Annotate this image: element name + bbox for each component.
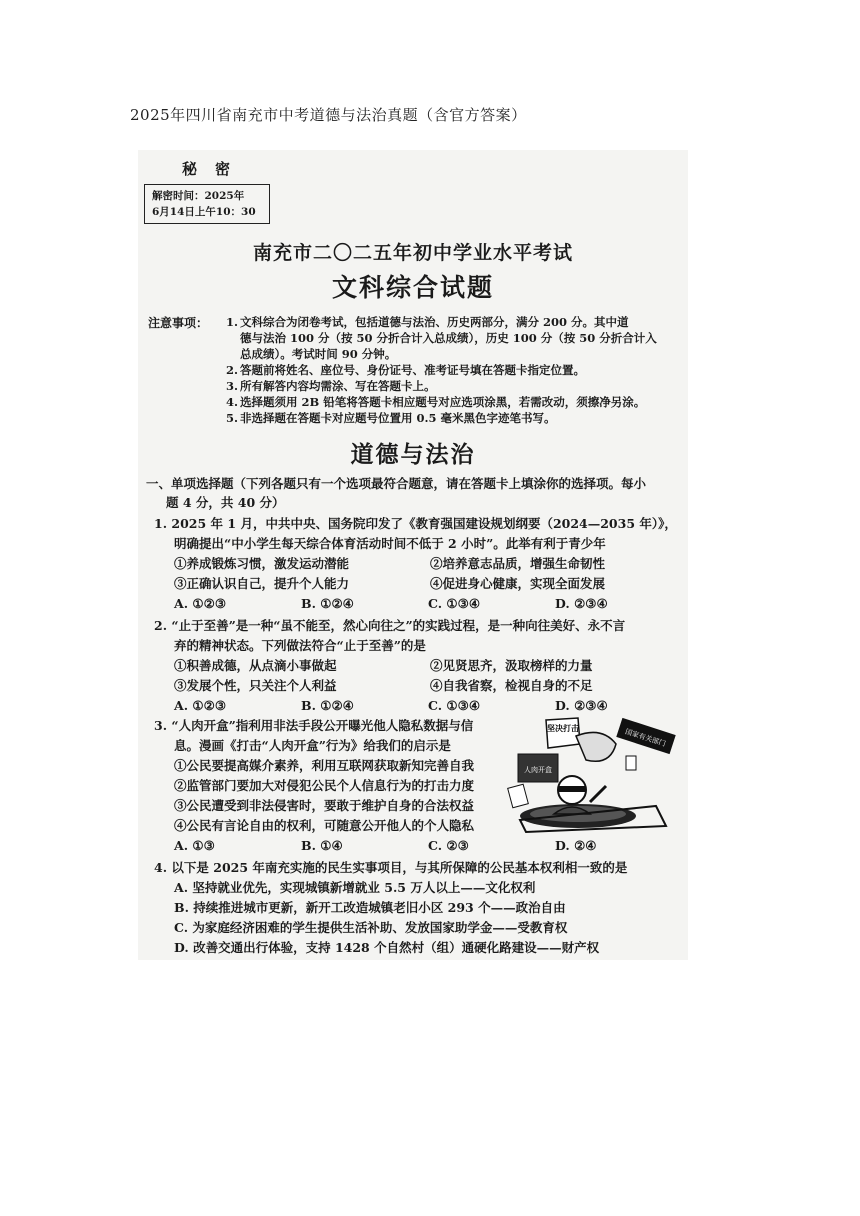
question-stem: 4. 以下是 2025 年南充实施的民生实事项目，与其所保障的公民基本权利相一致的是 — [154, 860, 628, 875]
choice-a: A. ①③ — [174, 838, 215, 853]
note-text: 所有解答内容均需涂、写在答题卡上。 — [240, 379, 436, 393]
note-item — [226, 410, 676, 426]
statement: ③发展个性，只关注个人利益 — [174, 678, 337, 693]
note-number: 4. — [226, 395, 239, 409]
unseal-time-line1: 解密时间：2025年 — [152, 190, 245, 202]
statement: ④自我省察，检视自身的不足 — [430, 678, 593, 693]
cartoon-illustration — [506, 716, 676, 834]
document-title: 2025年四川省南充市中考道德与法治真题（含官方答案） — [130, 106, 527, 124]
question-stem: 弃的精神状态。下列做法符合“止于至善”的是 — [174, 638, 426, 653]
choice-c: C. ②③ — [428, 838, 469, 853]
note-text: 总成绩）。考试时间 90 分钟。 — [240, 347, 397, 361]
statement: ③公民遭受到非法侵害时，要敢于维护自身的合法权益 — [174, 798, 475, 813]
note-text: 选择题须用 2B 铅笔将答题卡相应题号对应选项涂黑，若需改动，须擦净另涂。 — [240, 395, 646, 409]
question-2 — [154, 616, 682, 716]
secret-stamp: 秘密 — [182, 160, 249, 178]
choice-b: B. ①④ — [301, 838, 343, 853]
question-1 — [154, 514, 682, 614]
question-stem: 息。漫画《打击“人肉开盒”行为》给我们的启示是 — [174, 738, 451, 753]
subject-heading: 道德与法治 — [350, 441, 476, 468]
choice-c: C. 为家庭经济困难的学生提供生活补助、发放国家助学金——受教育权 — [174, 920, 568, 935]
choice-b: B. ①②④ — [301, 698, 354, 713]
paper-name: 文科综合试题 — [331, 273, 494, 302]
statement: ②培养意志品质，增强生命韧性 — [430, 556, 606, 571]
statement: ④公民有言论自由的权利，可随意公开他人的个人隐私 — [174, 818, 475, 833]
scanned-exam-page — [138, 150, 688, 960]
statement: ①公民要提高媒介素养，利用互联网获取新知完善自我 — [174, 758, 475, 773]
section-heading-line: 题 4 分，共 40 分） — [166, 495, 285, 510]
note-number: 3. — [226, 379, 239, 393]
exam-name: 南充市二〇二五年初中学业水平考试 — [252, 242, 573, 264]
choice-d: D. ②④ — [555, 838, 597, 853]
note-number: 2. — [226, 363, 239, 377]
statement: ③正确认识自己，提升个人能力 — [174, 576, 350, 591]
section-heading-line: 一、单项选择题（下列各题只有一个选项最符合题意，请在答题卡上填涂你的选择项。每小 — [146, 476, 647, 491]
cartoon-text: 人肉开盒 — [524, 766, 552, 774]
choice-c: C. ①③④ — [428, 596, 481, 611]
note-text: 非选择题在答题卡对应题号位置用 0.5 毫米黑色字迹笔书写。 — [240, 411, 556, 425]
note-item — [226, 394, 676, 410]
cartoon-text: 国家有关部门 — [624, 727, 667, 749]
unseal-time-box — [144, 184, 270, 224]
notes-label: 注意事项： — [148, 316, 209, 330]
statement: ①养成锻炼习惯，激发运动潜能 — [174, 556, 350, 571]
choice-d: D. ②③④ — [555, 698, 608, 713]
question-stem: 3. “人肉开盒”指利用非法手段公开曝光他人隐私数据与信 — [154, 718, 474, 733]
cartoon-text: 坚决打击 — [547, 724, 579, 733]
question-stem: 明确提出“中小学生每天综合体育活动时间不低于 2 小时”。此举有利于青少年 — [174, 536, 606, 551]
choice-c: C. ①③④ — [428, 698, 481, 713]
choice-d: D. ②③④ — [555, 596, 608, 611]
unseal-time-line2: 6月14日上午10：30 — [152, 206, 256, 218]
note-number: 5. — [226, 411, 239, 425]
statement: ①积善成德，从点滴小事做起 — [174, 658, 337, 673]
note-text: 德与法治 100 分（按 50 分折合计入总成绩），历史 100 分（按 50 分折合计入 — [240, 331, 657, 345]
statement: ④促进身心健康，实现全面发展 — [430, 576, 606, 591]
choice-a: A. ①②③ — [174, 596, 227, 611]
choice-b: B. ①②④ — [301, 596, 354, 611]
question-stem: 2. “止于至善”是一种“虽不能至，然心向往之”的实践过程，是一种向往美好、永不言 — [154, 618, 626, 633]
note-text: 文科综合为闭卷考试，包括道德与法治、历史两部分，满分 200 分。其中道 — [240, 315, 629, 329]
note-item — [226, 314, 676, 362]
note-number: 1. — [226, 315, 239, 329]
note-item — [226, 378, 676, 394]
statement: ②监管部门要加大对侵犯公民个人信息行为的打击力度 — [174, 778, 475, 793]
question-4 — [154, 858, 682, 958]
choice-a: A. ①②③ — [174, 698, 227, 713]
question-stem: 1. 2025 年 1 月，中共中央、国务院印发了《教育强国建设规划纲要（2024—2035 年）》， — [154, 516, 677, 531]
choice-b: B. 持续推进城市更新，新开工改造城镇老旧小区 293 个——政治自由 — [174, 900, 566, 915]
choice-d: D. 改善交通出行体验，支持 1428 个自然村（组）通硬化路建设——财产权 — [174, 940, 600, 955]
statement: ②见贤思齐，汲取榜样的力量 — [430, 658, 593, 673]
section-heading — [146, 474, 676, 512]
note-text: 答题前将姓名、座位号、身份证号、准考证号填在答题卡指定位置。 — [240, 363, 585, 377]
choice-a: A. 坚持就业优先，实现城镇新增就业 5.5 万人以上——文化权利 — [174, 880, 536, 895]
note-item — [226, 362, 676, 378]
